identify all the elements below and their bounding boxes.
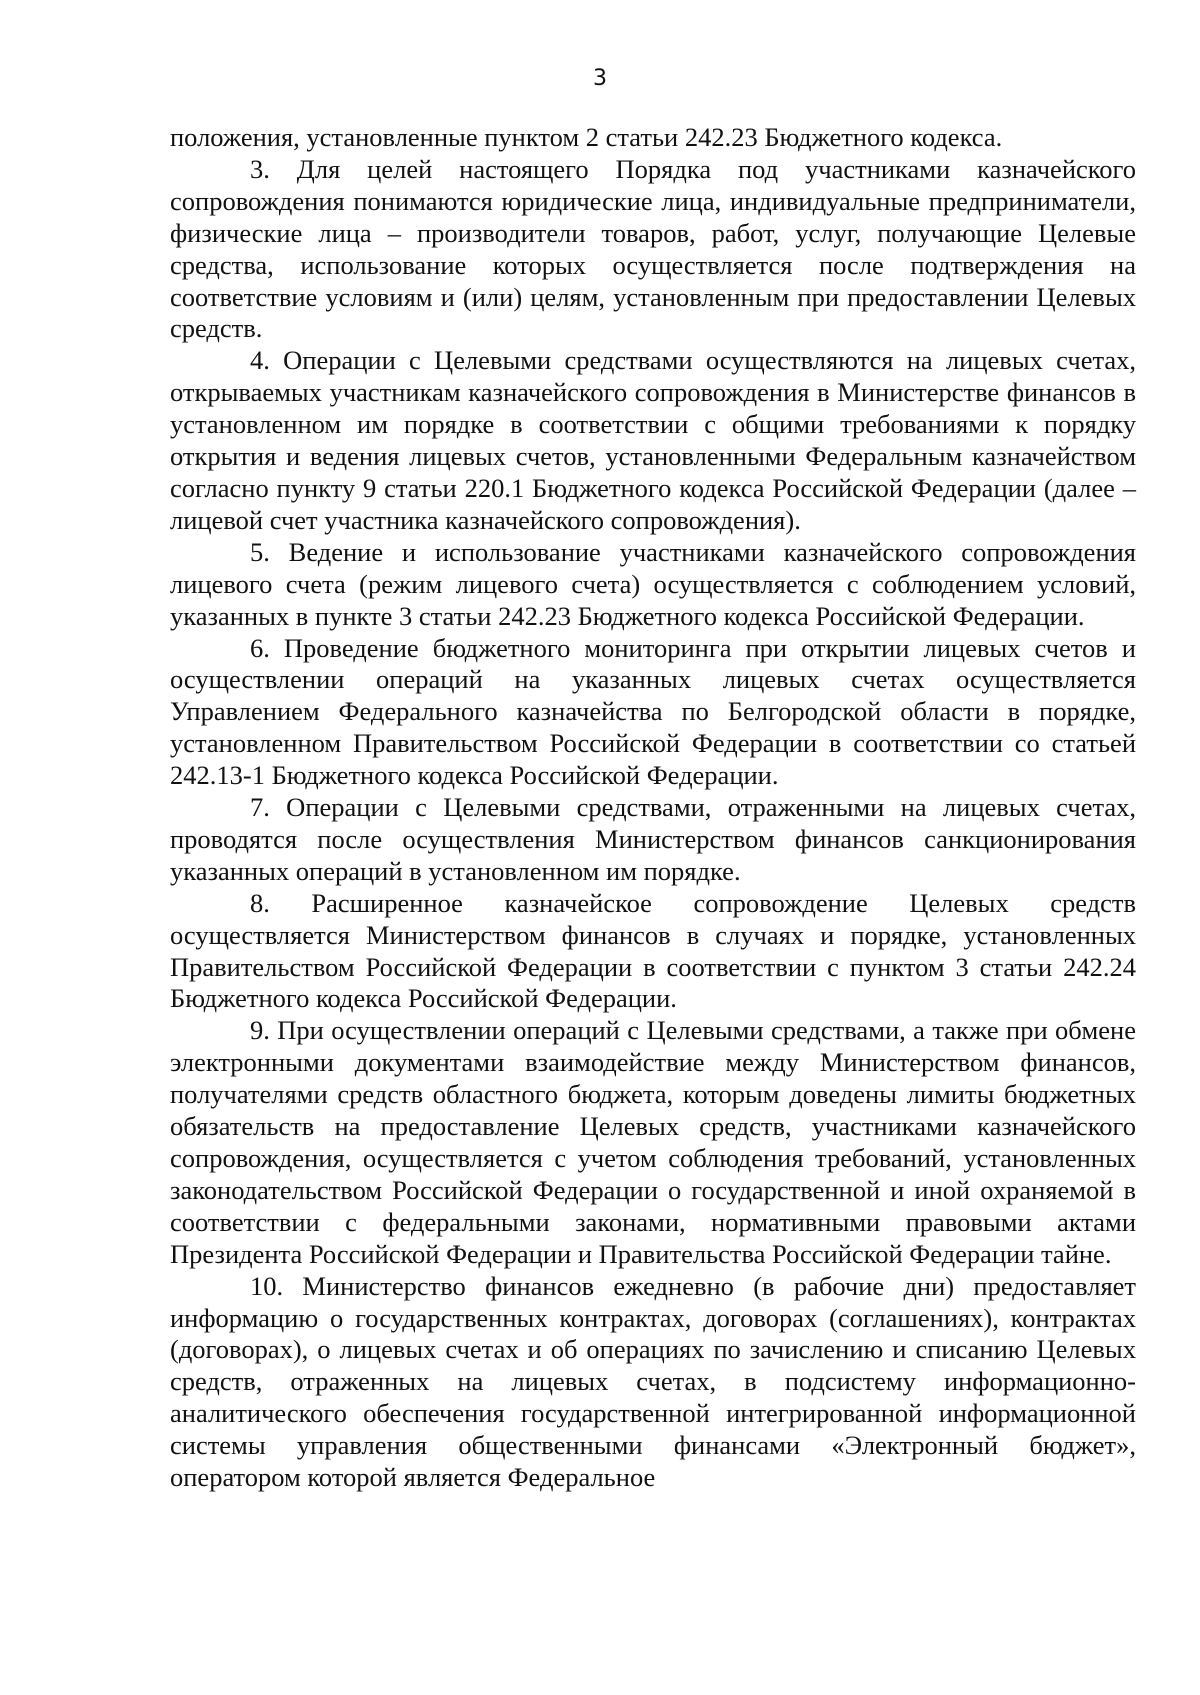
paragraph-9: 9. При осуществлении операций с Целевыми средствами, а также при обмене электронными документами взаимодействие между Министерством финансов, получателями средств областного бюджета, которым доведены лимиты бюджетных обязательств на предоставление Целевых средств, участниками казначейского сопровождения, осуществляется с учетом соблюдения требований, установленных законодательством Российской Федерации о государственной и иной охраняемой в соответствии с федеральными законами, нормативными правовыми актами Президента Российской Федерации и Правительства Российской Федерации тайне. bbox=[170, 1015, 1136, 1269]
paragraph-10: 10. Министерство финансов ежедневно (в рабочие дни) предоставляет информацию о государственных контрактах, договорах (соглашениях), контрактах (договорах), о лицевых счетах и об операциях по зачислению и списанию Целевых средств, отраженных на лицевых счетах, в подсистему информационно-аналитического обеспечения государственной интегрированной информационной системы управления общественными финансами «Электронный бюджет», оператором которой является Федеральное bbox=[170, 1270, 1136, 1493]
paragraph-4: 4. Операции с Целевыми средствами осуществляются на лицевых счетах, открываемых участникам казначейского сопровождения в Министерстве финансов в установленном им порядке в соответствии с общими требованиями к порядку открытия и ведения лицевых счетов, установленными Федеральным казначейством согласно пункту 9 статьи 220.1 Бюджетного кодекса Российской Федерации (далее – лицевой счет участника казначейского сопровождения). bbox=[170, 345, 1136, 535]
document-body bbox=[170, 122, 1136, 1494]
paragraph-continuation: положения, установленные пунктом 2 статьи 242.23 Бюджетного кодекса. bbox=[170, 122, 1003, 152]
paragraph-5: 5. Ведение и использование участниками казначейского сопровождения лицевого счета (режим лицевого счета) осуществляется с соблюдением условий, указанных в пункте 3 статьи 242.23 Бюджетного кодекса Российской Федерации. bbox=[170, 536, 1136, 631]
paragraph-3: 3. Для целей настоящего Порядка под участниками казначейского сопровождения понимаются юридические лица, индивидуальные предприниматели, физические лица – производители товаров, работ, услуг, получающие Целевые средства, использование которых осуществляется после подтверждения на соответствие условиям и (или) целям, установленным при предоставлении Целевых средств. bbox=[170, 153, 1136, 344]
paragraph-7: 7. Операции с Целевыми средствами, отраженными на лицевых счетах, проводятся после осуществления Министерством финансов санкционирования указанных операций в установленном им порядке. bbox=[170, 792, 1136, 886]
paragraph-6: 6. Проведение бюджетного мониторинга при открытии лицевых счетов и осуществлении операций на указанных лицевых счетах осуществляется Управлением Федерального казначейства по Белгородской области в порядке, установленном Правительством Российской Федерации в соответствии со статьей 242.13-1 Бюджетного кодекса Российской Федерации. bbox=[170, 632, 1136, 791]
paragraph-8: 8. Расширенное казначейское сопровождение Целевых средств осуществляется Министерством финансов в случаях и порядке, установленных Правительством Российской Федерации в соответствии с пунктом 3 статьи 242.24 Бюджетного кодекса Российской Федерации. bbox=[170, 887, 1136, 1014]
page-number: 3 bbox=[593, 66, 607, 91]
